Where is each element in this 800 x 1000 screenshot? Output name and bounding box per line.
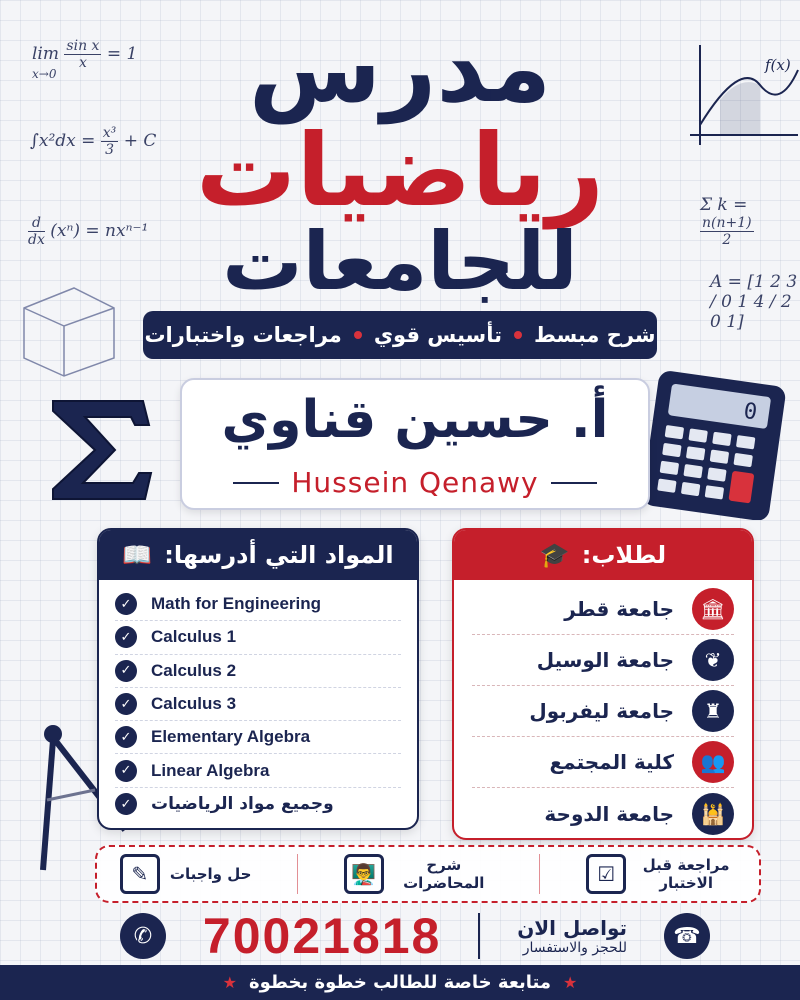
service-item: [120, 854, 252, 894]
check-icon: ✓: [115, 726, 137, 748]
service-label: مراجعة قبل الاختبار: [642, 856, 730, 892]
graduation-cap-icon: 🎓: [539, 541, 570, 569]
tagline-item: تأسيس قوي: [373, 323, 502, 347]
university-item: [472, 584, 734, 635]
phone-number[interactable]: 70021818: [202, 908, 442, 964]
university-item: [472, 788, 734, 839]
dome-icon: 🕌: [692, 793, 734, 835]
star-icon: ★: [222, 973, 237, 992]
subject-label: Math for Engineering: [151, 594, 321, 614]
service-label: حل واجبات: [169, 865, 252, 883]
open-book-icon: 📖: [122, 541, 153, 569]
people-icon: 👥: [692, 741, 734, 783]
subject-item: [115, 655, 401, 688]
subjects-panel: [97, 528, 419, 830]
svg-text:f(x): f(x): [765, 56, 791, 74]
footer-bar: [0, 965, 800, 1000]
subject-item: [115, 621, 401, 654]
check-icon: ✓: [115, 760, 137, 782]
tagline-item: مراجعات واختبارات: [144, 323, 342, 347]
title-math: رياضيات: [195, 112, 605, 229]
clipboard-check-icon: ☑: [586, 854, 626, 894]
check-icon: ✓: [115, 626, 137, 648]
contact-text: [517, 916, 627, 956]
pen-paper-icon: ✎: [120, 854, 160, 894]
service-item: [344, 854, 494, 894]
calculator-icon: [640, 370, 790, 520]
bullet-dot-icon: [354, 331, 362, 339]
subject-label: Calculus 2: [151, 660, 237, 680]
subject-label: Calculus 1: [151, 627, 237, 647]
students-panel: [452, 528, 754, 840]
subject-item: [115, 721, 401, 754]
teacher-name-english-row: [180, 466, 650, 499]
bullet-dot-icon: [514, 331, 522, 339]
check-icon: ✓: [115, 793, 137, 815]
title-teacher: مدرس: [248, 12, 552, 124]
building-icon: 🏛: [692, 588, 734, 630]
sigma-icon: [45, 395, 157, 505]
subject-item: [115, 588, 401, 621]
subject-item: [115, 788, 401, 821]
university-item: [472, 737, 734, 788]
university-label: كلية المجتمع: [549, 750, 674, 774]
subjects-header: [99, 530, 417, 580]
teacher-name-arabic: أ. حسين قناوي: [221, 390, 609, 450]
teacher-name-english: Hussein Qenawy: [291, 466, 539, 499]
tagline-item: شرح مبسط: [533, 323, 656, 347]
whatsapp-icon[interactable]: ✆: [120, 913, 166, 959]
university-item: [472, 635, 734, 686]
students-header: [454, 530, 752, 580]
university-label: جامعة ليفربول: [529, 699, 674, 723]
university-label: جامعة الدوحة: [544, 801, 674, 826]
services-row: [95, 845, 761, 903]
university-label: جامعة الوسيل: [536, 648, 674, 672]
star-icon: ★: [563, 973, 578, 992]
subject-label: وجميع مواد الرياضيات: [151, 794, 334, 815]
subject-item: [115, 688, 401, 721]
subject-label: Elementary Algebra: [151, 727, 311, 747]
contact-title: تواصل الان: [517, 916, 628, 940]
divider-line: [233, 482, 279, 484]
service-label: شرح المحاضرات: [403, 856, 485, 892]
check-icon: ✓: [115, 593, 137, 615]
summation-formula: Σ k = $\frac{n(n+1)}{2}$: [700, 195, 752, 248]
title-universities: للجامعات: [222, 215, 578, 308]
contact-row: [120, 908, 710, 964]
integral-formula: ∫x²dx = $\frac{\text{x³}}{3}$ + C: [30, 125, 157, 158]
subjects-header-label: المواد التي أدرسها:: [164, 541, 394, 569]
matrix-formula: A = [1 2 3 / 0 1 4 / 2 0 1]: [710, 272, 798, 332]
students-header-label: لطلاب:: [581, 541, 667, 569]
university-item: [472, 686, 734, 737]
footer-text: متابعة خاصة للطالب خطوة بخطوة: [249, 972, 552, 993]
phone-icon[interactable]: ☎: [664, 913, 710, 959]
divider-line: [551, 482, 597, 484]
service-divider: [539, 854, 540, 894]
teacher-board-icon: 👨‍🏫: [344, 854, 384, 894]
university-label: جامعة قطر: [564, 597, 674, 621]
contact-divider: [478, 913, 480, 959]
subject-item: [115, 754, 401, 787]
service-divider: [297, 854, 298, 894]
limit-formula: lim $\frac{\text{sin x}}{x}$ = 1 x→0: [32, 38, 138, 81]
tower-icon: ♜: [692, 690, 734, 732]
contact-subtitle: للحجز والاستفسار: [522, 940, 628, 956]
check-icon: ✓: [115, 693, 137, 715]
subject-label: Linear Algebra: [151, 760, 270, 780]
tagline-bar: [143, 311, 657, 359]
derivative-formula: $\frac{d}{dx}$ (xⁿ) = nxⁿ⁻¹: [28, 215, 149, 248]
subject-label: Calculus 3: [151, 694, 237, 714]
book-leaf-icon: ❦: [692, 639, 734, 681]
service-item: [586, 854, 736, 894]
check-icon: ✓: [115, 660, 137, 682]
svg-text:0: 0: [741, 398, 759, 426]
